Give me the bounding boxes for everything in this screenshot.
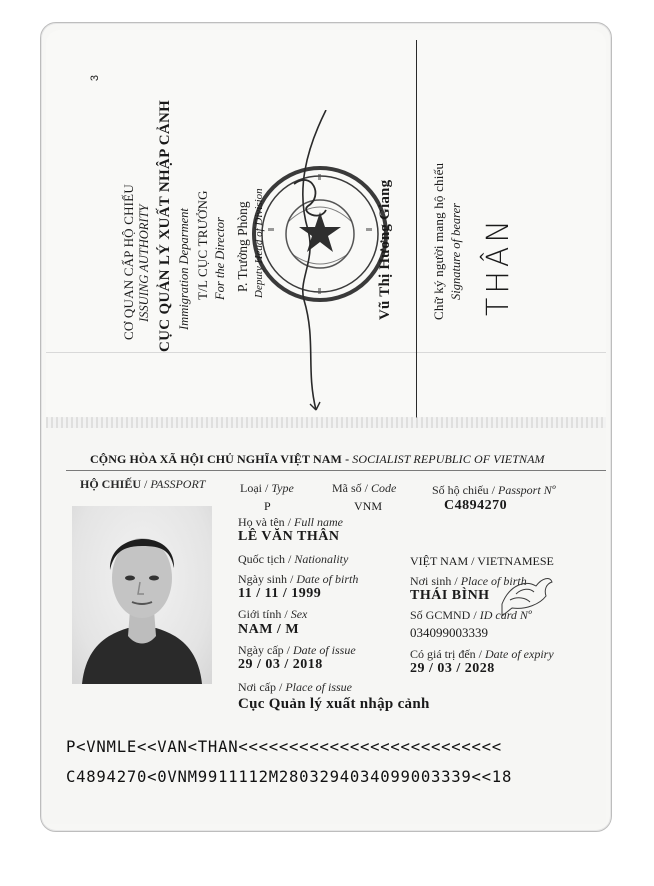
officer-signature bbox=[286, 110, 346, 420]
issuing-authority-en: ISSUING AUTHORITY bbox=[137, 204, 151, 322]
date-of-issue-value: 29 / 03 / 2018 bbox=[238, 657, 323, 672]
full-name-value: LÊ VĂN THÂN bbox=[238, 529, 340, 544]
place-of-birth-label: Nơi sinh / Place of birth bbox=[410, 574, 527, 588]
place-of-issue-label: Nơi cấp / Place of issue bbox=[238, 680, 352, 694]
bearer-signature: THÂN bbox=[481, 216, 516, 316]
document-title-en: PASSPORT bbox=[150, 477, 206, 491]
type-value: P bbox=[264, 499, 271, 513]
dove-icon bbox=[496, 574, 556, 620]
for-director-en: For the Director bbox=[213, 217, 227, 300]
date-of-expiry-value: 29 / 03 / 2028 bbox=[410, 661, 495, 676]
country-header-en: SOCIALIST REPUBLIC OF VIETNAM bbox=[352, 452, 545, 466]
department-en: Immigration Deparment bbox=[177, 208, 191, 330]
id-card-value: 034099003339 bbox=[410, 625, 488, 640]
holder-photo bbox=[72, 506, 212, 684]
signature-divider-line bbox=[416, 40, 417, 418]
code-value: VNM bbox=[354, 499, 383, 513]
passport-number-label: Số hộ chiếu / Passport Nº bbox=[432, 483, 556, 497]
bearer-signature-label-en: Signature of bearer bbox=[449, 203, 463, 300]
mrz-line-1: P<VNMLE<<VAN<THAN<<<<<<<<<<<<<<<<<<<<<<<<<< bbox=[66, 738, 502, 756]
issuing-authority-vi: CƠ QUAN CẤP HỘ CHIẾU bbox=[121, 184, 136, 340]
deputy-head-vi: P. Trưởng Phòng bbox=[235, 201, 250, 292]
document-title-vi: HỘ CHIẾU bbox=[80, 477, 142, 491]
header-rule bbox=[66, 470, 606, 471]
mrz-line-2: C4894270<0VNM9911112M2803294034099003339<<18 bbox=[66, 768, 513, 786]
person-portrait-icon bbox=[72, 506, 212, 684]
passport-number-value: C4894270 bbox=[444, 498, 508, 513]
sex-label: Giới tính / Sex bbox=[238, 607, 308, 621]
place-of-issue-value: Cục Quản lý xuất nhập cảnh bbox=[238, 696, 430, 712]
full-name-label: Họ và tên / Full name bbox=[238, 515, 343, 529]
page-number: 3 bbox=[89, 74, 102, 82]
sex-value: NAM / M bbox=[238, 622, 300, 637]
date-of-birth-label: Ngày sinh / Date of birth bbox=[238, 572, 359, 586]
date-of-expiry-label: Có giá trị đến / Date of expiry bbox=[410, 647, 554, 661]
country-header-vi: CỘNG HÒA XÃ HỘI CHỦ NGHĨA VIỆT NAM - bbox=[90, 452, 350, 466]
nationality-label: Quốc tịch / Nationality bbox=[238, 552, 349, 566]
department-vi: CỤC QUẢN LÝ XUẤT NHẬP CẢNH bbox=[157, 99, 173, 352]
country-header bbox=[90, 452, 545, 467]
date-of-issue-label: Ngày cấp / Date of issue bbox=[238, 643, 356, 657]
document-title: HỘ CHIẾU / PASSPORT bbox=[80, 477, 206, 491]
officer-name: Vũ Thị Hương Giang bbox=[377, 179, 393, 320]
code-label: Mã số / Code bbox=[332, 481, 397, 495]
nationality-value: VIỆT NAM / VIETNAMESE bbox=[410, 554, 554, 568]
id-card-label: Số GCMND / ID card Nº bbox=[410, 608, 532, 622]
date-of-birth-value: 11 / 11 / 1999 bbox=[238, 586, 322, 601]
type-label: Loại / Type bbox=[240, 481, 294, 495]
deputy-head-en: Deputy Head of Division bbox=[253, 188, 265, 298]
place-of-birth-value: THÁI BÌNH bbox=[410, 588, 490, 603]
for-director-vi: T/L CỤC TRƯỞNG bbox=[195, 190, 210, 300]
bearer-signature-label-vi: Chữ ký người mang hộ chiếu bbox=[431, 162, 446, 320]
